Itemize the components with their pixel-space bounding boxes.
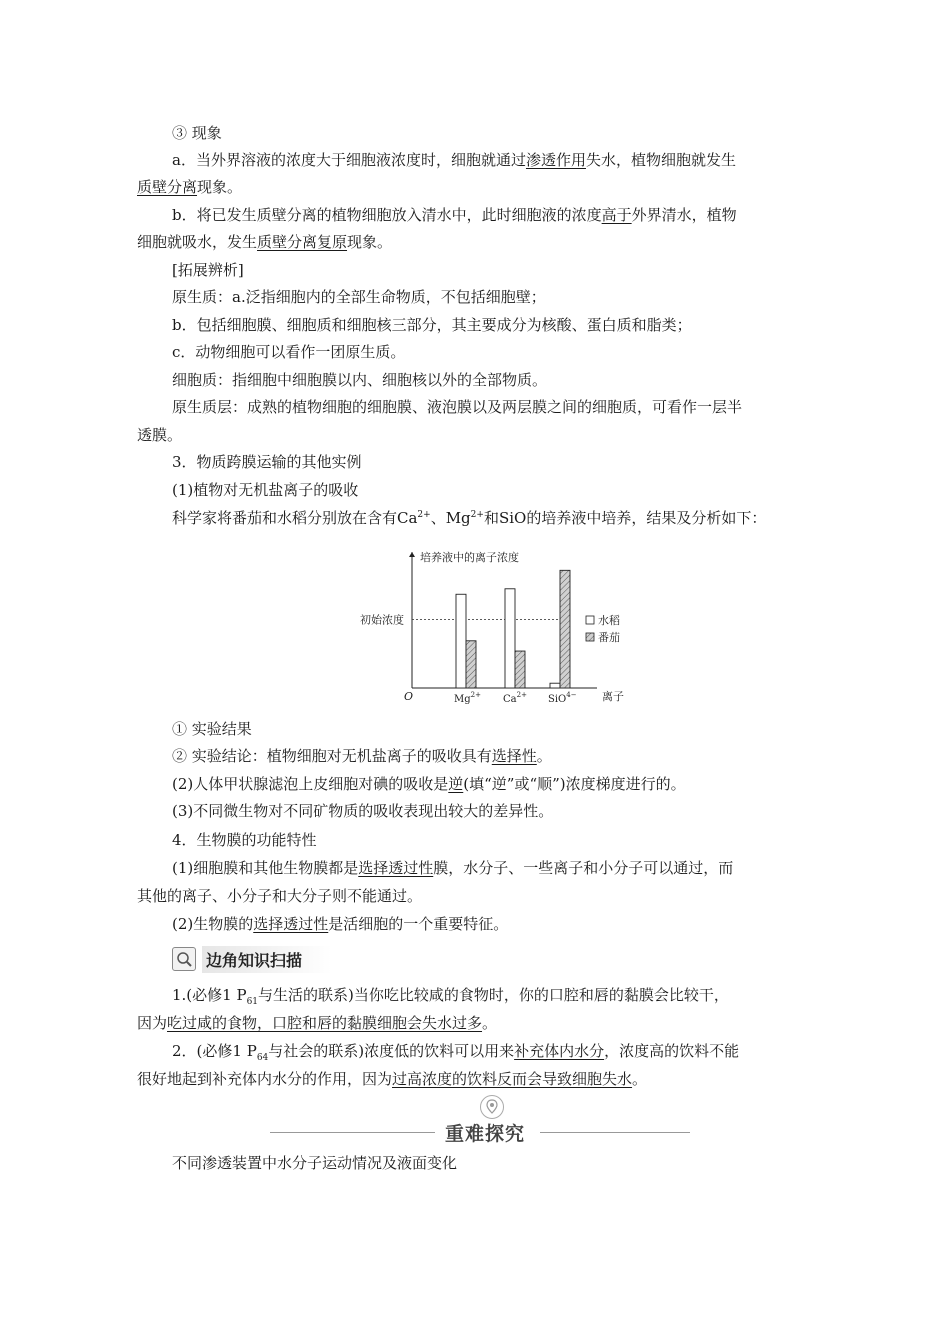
extension-heading: [拓展辨析] <box>172 261 244 279</box>
answer-replenish-water: 补充体内水分 <box>514 1042 605 1060</box>
answer-selectivity: 选择性 <box>491 747 537 765</box>
answer-cell-dehydration: 过高浓度的饮料反而会导致细胞失水 <box>392 1070 633 1088</box>
x-tick-label: SiO$^{4-}$ <box>548 691 577 705</box>
corner-knowledge-banner <box>172 946 332 972</box>
legend-swatch <box>586 616 594 624</box>
result-label: ① 实验结果 <box>172 720 252 738</box>
magnifier-icon <box>172 947 196 971</box>
knowledge-1-line1: 1.(必修1 $P_{61}$与生活的联系)当你吃比较咸的食物时，你的口腔和唇的黏膜会比较干， <box>172 986 729 1007</box>
answer-selective-permeability: 选择透过性 <box>253 915 329 933</box>
answer-osmosis: 渗透作用 <box>525 151 586 169</box>
initial-concentration-label: 初始浓度 <box>360 613 404 627</box>
location-pin-icon <box>480 1095 504 1119</box>
y-axis-label: 培养液中的离子浓度 <box>420 551 519 564</box>
extension-line: c．动物细胞可以看作一团原生质。 <box>172 343 406 361</box>
knowledge-2-line1: 2．(必修1 $P_{64}$与社会的联系)浓度低的饮料可以用来补充体内水分，浓度高的饮料不能 <box>172 1042 740 1063</box>
iodine-line: (2)人体甲状腺滤泡上皮细胞对碘的吸收是逆(填“逆”或“顺”)浓度梯度进行的。 <box>172 775 686 793</box>
extension-line: 透膜。 <box>137 426 183 444</box>
bar-tomato <box>466 641 476 688</box>
conclusion-line: ② 实验结论：植物细胞对无机盐离子的吸收具有选择性。 <box>172 747 552 765</box>
extension-line: b．包括细胞膜、细胞质和细胞核三部分，其主要成分为核酸、蛋白质和脂类； <box>172 316 692 334</box>
section-3-heading: 3．物质跨膜运输的其他实例 <box>172 453 362 471</box>
origin-label: O <box>404 690 414 703</box>
x-tick-label: $Ca^{2+}$ <box>503 691 527 705</box>
section-3-subheading: (1)植物对无机盐离子的吸收 <box>172 481 359 499</box>
answer-reverse: 逆 <box>448 775 464 793</box>
paragraph-a-line2: 质壁分离现象。 <box>137 178 243 196</box>
extension-line: 原生质层：成熟的植物细胞的细胞膜、液泡膜以及两层膜之间的细胞质，可看作一层半 <box>172 398 743 416</box>
extension-line: 原生质：a.泛指细胞内的全部生命物质，不包括细胞壁； <box>172 288 546 306</box>
answer-plasmolysis: 质壁分离 <box>137 178 198 196</box>
legend-label: 水稻 <box>598 614 620 627</box>
section-title: 重难探究 <box>445 1123 526 1145</box>
answer-selective-permeability: 选择透过性 <box>358 859 434 877</box>
x-tick-label: $Mg^{2+}$ <box>454 691 481 705</box>
section-4-line1: (1)细胞膜和其他生物膜都是选择透过性膜，水分子、一些离子和小分子可以通过，而 <box>172 859 734 877</box>
banner-title: 边角知识扫描 <box>202 946 332 973</box>
section-divider <box>270 1095 690 1145</box>
paragraph-a-line1: a．当外界溶液的浓度大于细胞液浓度时，细胞就通过渗透作用失水，植物细胞就发生 <box>172 151 736 169</box>
section-4-line2: 其他的离子、小分子和大分子则不能通过。 <box>137 887 423 905</box>
section-3-intro: 科学家将番茄和水稻分别放在含有$Ca^{2+}$、$Mg^{2+}$和SiO的培养液中培养，结果及分析如下： <box>172 509 767 527</box>
paragraph-b-line2: 细胞就吸水，发生质壁分离复原现象。 <box>137 233 393 251</box>
answer-mucosa: 吃过咸的食物，口腔和唇的黏膜细胞会失水过多 <box>167 1014 483 1032</box>
bar-rice <box>456 594 466 688</box>
bar-tomato <box>515 651 525 688</box>
section-4-heading: 4．生物膜的功能特性 <box>172 831 317 849</box>
bar-tomato <box>560 570 570 688</box>
extension-line: 细胞质：指细胞中细胞膜以内、细胞核以外的全部物质。 <box>172 371 548 389</box>
answer-deplasmolysis: 质壁分离复原 <box>257 233 348 251</box>
divider-right-rule <box>540 1132 690 1133</box>
knowledge-2-line2: 很好地起到补充体内水分的作用，因为过高浓度的饮料反而会导致细胞失水。 <box>137 1070 648 1088</box>
ion-concentration-chart <box>350 540 640 710</box>
bar-rice <box>505 589 515 688</box>
y-axis-arrow <box>409 552 415 557</box>
legend-swatch <box>586 633 594 641</box>
phenomenon-heading: ③ 现象 <box>172 124 222 142</box>
x-axis-label: 离子 <box>602 690 624 703</box>
microbe-line: (3)不同微生物对不同矿物质的吸收表现出较大的差异性。 <box>172 802 554 820</box>
section-4-line3: (2)生物膜的选择透过性是活细胞的一个重要特征。 <box>172 915 509 933</box>
topic-line: 不同渗透装置中水分子运动情况及液面变化 <box>172 1154 458 1172</box>
bar-rice <box>550 683 560 688</box>
paragraph-b-line1: b．将已发生质壁分离的植物细胞放入清水中，此时细胞液的浓度高于外界清水，植物 <box>172 206 737 224</box>
knowledge-1-line2: 因为吃过咸的食物，口腔和唇的黏膜细胞会失水过多。 <box>137 1014 498 1032</box>
legend-label: 番茄 <box>598 631 620 644</box>
answer-higher: 高于 <box>601 206 632 224</box>
divider-left-rule <box>270 1132 435 1133</box>
